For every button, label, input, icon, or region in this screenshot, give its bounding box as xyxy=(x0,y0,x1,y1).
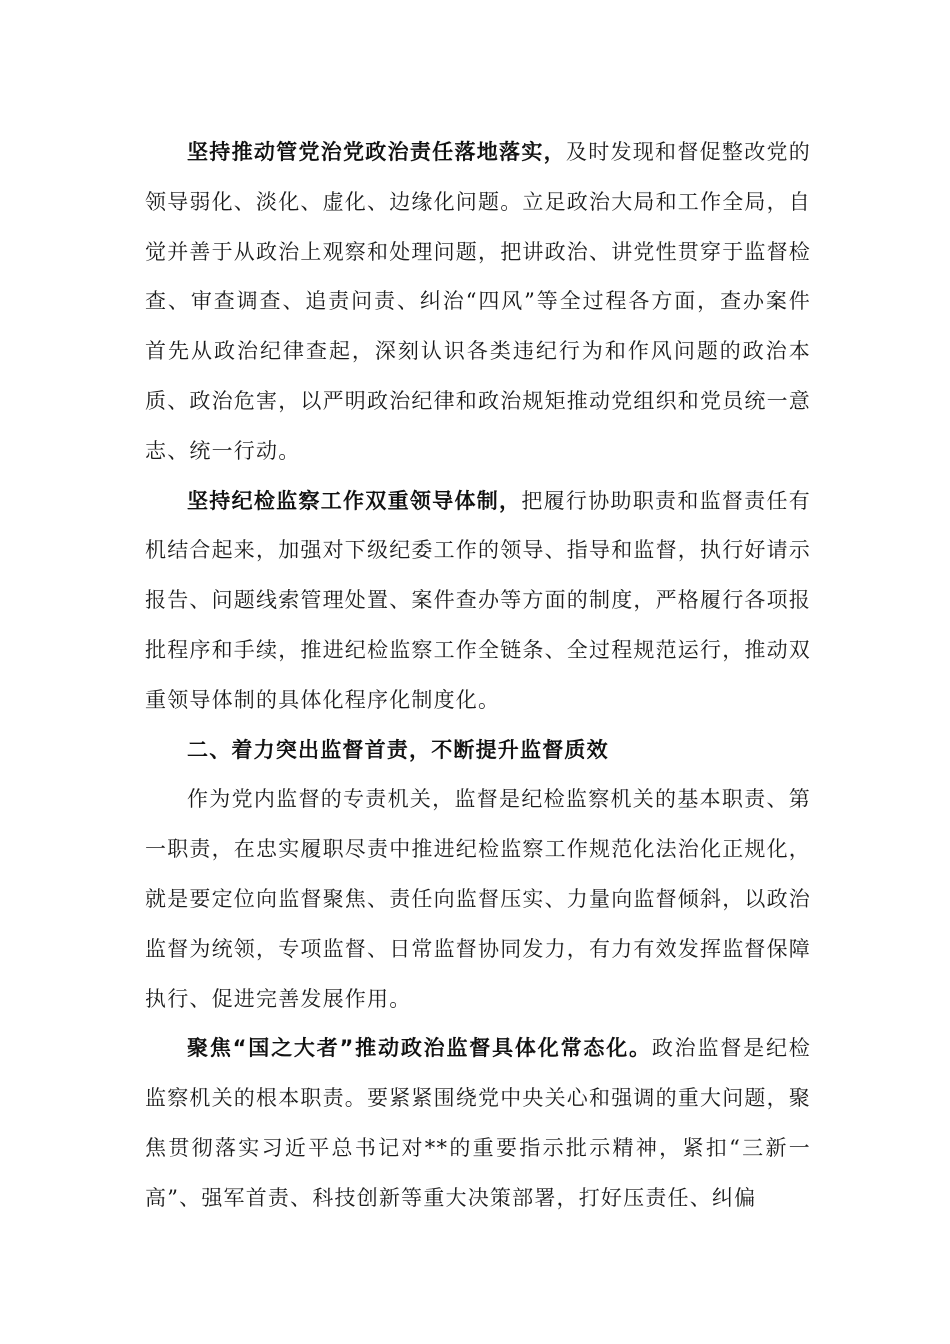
paragraph-text: 作为党内监督的专责机关，监督是纪检监察机关的基本职责、第一职责，在忠实履职尽责中推进纪检监察工作规范化法治化正规化，就是要定位向监督聚焦、责任向监督压实、力量向监督倾斜，以政治监督为统领，专项监督、日常监督协同发力，有力有效发挥监督保障执行、促进完善发展作用。 xyxy=(145,787,811,1011)
section-heading: 二、着力突出监督首责，不断提升监督质效 xyxy=(187,737,609,762)
paragraph-lead: 坚持纪检监察工作双重领导体制， xyxy=(187,488,522,513)
paragraph-lead: 坚持推动管党治党政治责任落地落实， xyxy=(187,140,566,164)
paragraph-dual-leadership xyxy=(145,477,811,726)
paragraph-lead: 聚焦“国之大者”推动政治监督具体化常态化。 xyxy=(187,1036,652,1061)
paragraph-text: 政治监督是纪检监察机关的根本职责。要紧紧围绕党中央关心和强调的重大问题，聚焦贯彻落实习近平总书记对**的重要指示批示精神，紧扣“三新一高”、强军首责、科技创新等重大决策部署，打好压责任、纠偏 xyxy=(145,1036,811,1210)
document-body xyxy=(145,128,811,1224)
paragraph-political-responsibility xyxy=(145,128,811,477)
paragraph-text: 及时发现和督促整改党的领导弱化、淡化、虚化、边缘化问题。立足政治大局和工作全局，自觉并善于从政治上观察和处理问题，把讲政治、讲党性贯穿于监督检查、审查调查、追责问责、纠治“四风”等全过程各方面，查办案件首先从政治纪律查起，深刻认识各类违纪行为和作风问题的政治本质、政治危害，以严明政治纪律和政治规矩推动党组织和党员统一意志、统一行动。 xyxy=(145,140,811,463)
paragraph-text: 把履行协助职责和监督责任有机结合起来，加强对下级纪委工作的领导、指导和监督，执行好请示报告、问题线索管理处置、案件查办等方面的制度，严格履行各项报批程序和手续，推进纪检监察工作全链条、全过程规范运行，推动双重领导体制的具体化程序化制度化。 xyxy=(145,488,811,712)
paragraph-political-supervision xyxy=(145,1024,811,1223)
paragraph-supervision-duty xyxy=(145,775,811,1024)
